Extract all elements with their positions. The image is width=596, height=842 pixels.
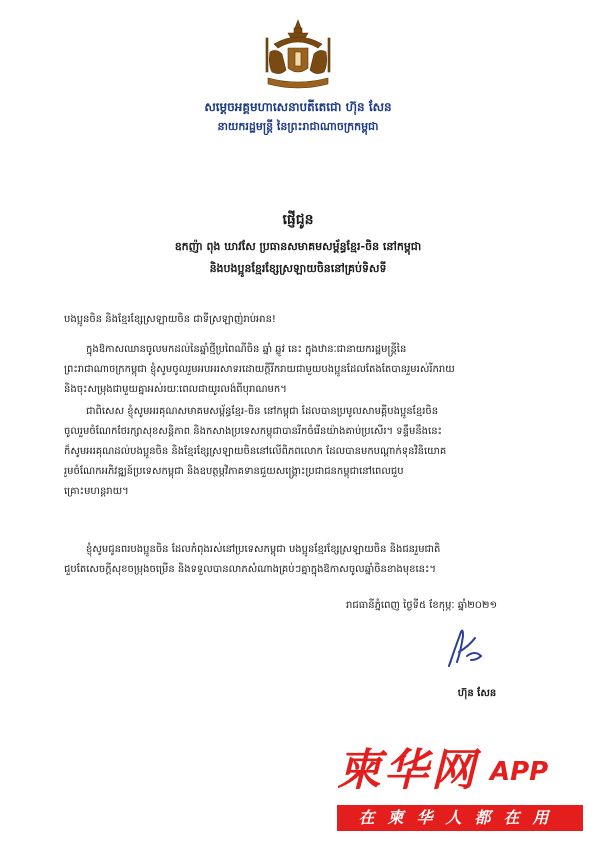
body-paragraph	[64, 340, 546, 400]
sender-name: សម្ដេចអគ្គមហាសេនាបតីតេជោ ហ៊ុន សែន	[204, 100, 392, 114]
paragraph-line: ជួបតែសេចក្ដីសុខចម្រុងចម្រើន និងទទួលបានលាភសំណាងគ្រប់ៗគ្នាក្នុងឱកាសចូលឆ្នាំចិនខាងមុខនេះ។	[64, 564, 436, 575]
body-paragraph	[64, 540, 546, 580]
watermark-slogan: 在柬华人都在用	[337, 805, 583, 831]
letter-date: រាជធានីភ្នំពេញ ថ្ងៃទី៥ ខែកុម្ភៈ ឆ្នាំ២០២១	[346, 600, 498, 611]
signer-name: ហ៊ុន សែន	[457, 688, 497, 699]
watermark-brand: 柬华网	[337, 745, 478, 796]
recipient-line: ឧកញ៉ា ពុង ឃាវសែ ប្រធានសមាគមសម្ព័ន្ធខ្មែរ-ចិន នៅកម្ពុជា	[174, 240, 422, 253]
letter-subject: ផ្ញើជូន	[282, 212, 314, 228]
paragraph-line: ជាពិសេស ខ្ញុំសូមអរគុណសមាគមសម្ព័ន្ធខ្មែរ-ចិន នៅកម្ពុជា ដែលបានប្រមូលសាមគ្គីបងប្អូនខ្មែរចិន	[86, 406, 439, 417]
watermark-app: APP	[490, 757, 549, 787]
coat-of-arms-icon	[260, 18, 336, 94]
recipient-line: និងបងប្អូនខ្មែរខ្សែស្រឡាយចិននៅគ្រប់ទិសទី	[209, 262, 387, 275]
sender-title: នាយករដ្ឋមន្ត្រី នៃព្រះរាជាណាចក្រកម្ពុជា	[217, 120, 379, 133]
paragraph-line: ក៏សូមអរគុណដល់បងប្អូនចិន និងខ្មែរខ្សែស្រឡាយចិននៅលើពិភពលោក ដែលបានមកបណ្ដាក់ទុនវិនិយោគ	[64, 446, 447, 457]
paragraph-line: ចូលរួមចំណែកថែរក្សាសុខសន្តិភាព និងកសាងប្រទេសកម្ពុជាបានរីកចំរើនយ៉ាងគាប់ប្រសើរ។ ទន្ទឹមនឹងនេះ	[64, 426, 442, 437]
signature-icon	[441, 626, 487, 670]
paragraph-line: និងចុះសម្រុងជាមួយគ្នាអស់រយៈពេលជាយូរលង់ពីបុរាណមក។	[64, 384, 287, 395]
paragraph-line: រួមចំណែកអភិវឌ្ឍន៍ប្រទេសកម្ពុជា និងឧបត្ថម្ភវិភាគទានជួយសង្គ្រោះប្រជាជនកម្ពុជានៅពេលជួប	[64, 466, 404, 477]
salutation: បងប្អូនចិន និងខ្មែរខ្សែស្រឡាយចិន ជាទីស្រឡាញ់រាប់អាន!	[64, 314, 276, 325]
paragraph-line: ក្នុងឱកាសឈានចូលមកដល់នៃឆ្នាំថ្មីប្រពៃណីចិន ឆ្នាំ ឆ្លូវ នេះ ក្នុងឋានៈជានាយករដ្ឋមន្ត្រីនៃ	[86, 344, 407, 355]
paragraph-line: គ្រោះមហន្តរាយ។	[64, 486, 129, 497]
paragraph-line: ខ្ញុំសូមជូនពរបងប្អូនចិន ដែលកំពុងរស់នៅប្រទេសកម្ពុជា បងប្អូនខ្មែរខ្សែស្រឡាយចិន និងជនរួមជាតិ	[86, 544, 441, 555]
body-paragraph	[64, 402, 546, 502]
paragraph-line: ព្រះរាជាណាចក្រកម្ពុជា ខ្ញុំសូមចូលរួមអបអរសាទរដោយក្ដីរីករាយជាមួយបងប្អូនដែលតែងតែបានរួមរស់រីករាយ	[64, 364, 455, 375]
